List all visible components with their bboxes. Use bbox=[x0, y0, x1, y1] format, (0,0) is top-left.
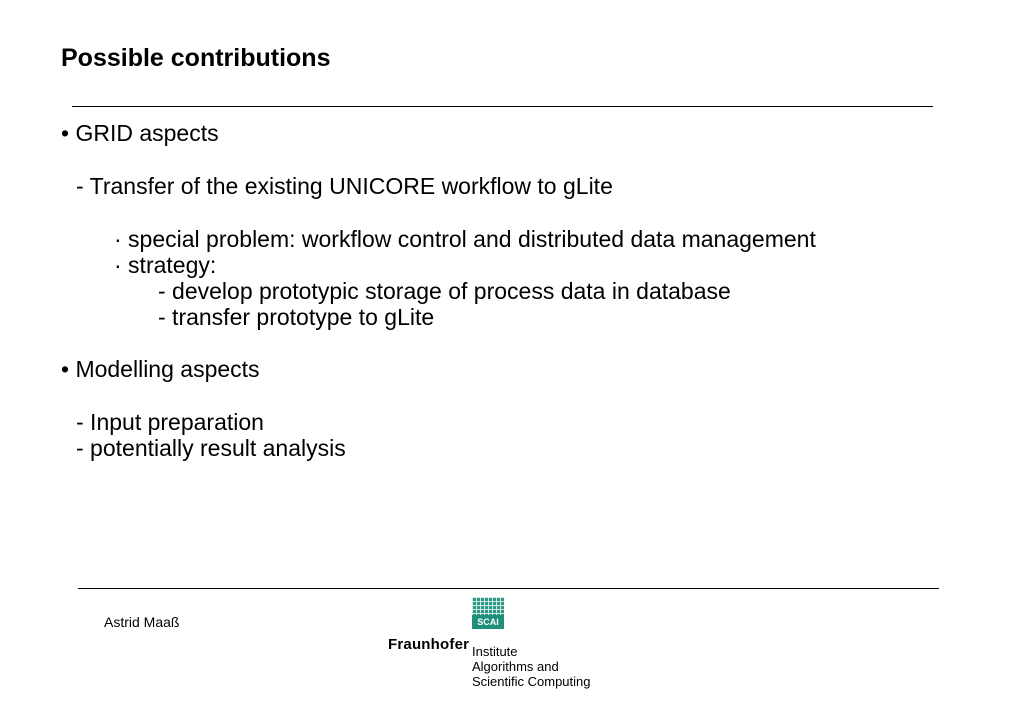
slide-title: Possible contributions bbox=[61, 44, 331, 72]
subsubitem-strategy: · strategy: bbox=[114, 252, 217, 278]
scai-logo-icon bbox=[472, 597, 504, 629]
author-name: Astrid Maaß bbox=[104, 614, 180, 630]
subsubitem-special-problem: · special problem: workflow control and distributed data management bbox=[114, 226, 816, 252]
logo-grid-graphic bbox=[472, 597, 504, 615]
bullet-grid-aspects: • GRID aspects bbox=[61, 120, 219, 146]
fraunhofer-wordmark: Fraunhofer bbox=[388, 636, 470, 653]
institute-line-1: Institute bbox=[472, 644, 518, 659]
institute-line-3: Scientific Computing bbox=[472, 674, 591, 689]
institute-line-2: Algorithms and bbox=[472, 659, 559, 674]
footer-divider bbox=[78, 588, 939, 589]
logo-badge-text: SCAI bbox=[472, 615, 504, 629]
strategy-item-transfer: - transfer prototype to gLite bbox=[158, 304, 435, 330]
strategy-item-develop: - develop prototypic storage of process data in database bbox=[158, 278, 731, 304]
subitem-input-preparation: - Input preparation bbox=[76, 409, 264, 435]
bullet-modelling-aspects: • Modelling aspects bbox=[61, 356, 260, 382]
subitem-transfer-unicore: - Transfer of the existing UNICORE workflow to gLite bbox=[76, 173, 613, 199]
subitem-result-analysis: - potentially result analysis bbox=[76, 435, 346, 461]
title-divider bbox=[72, 106, 933, 107]
